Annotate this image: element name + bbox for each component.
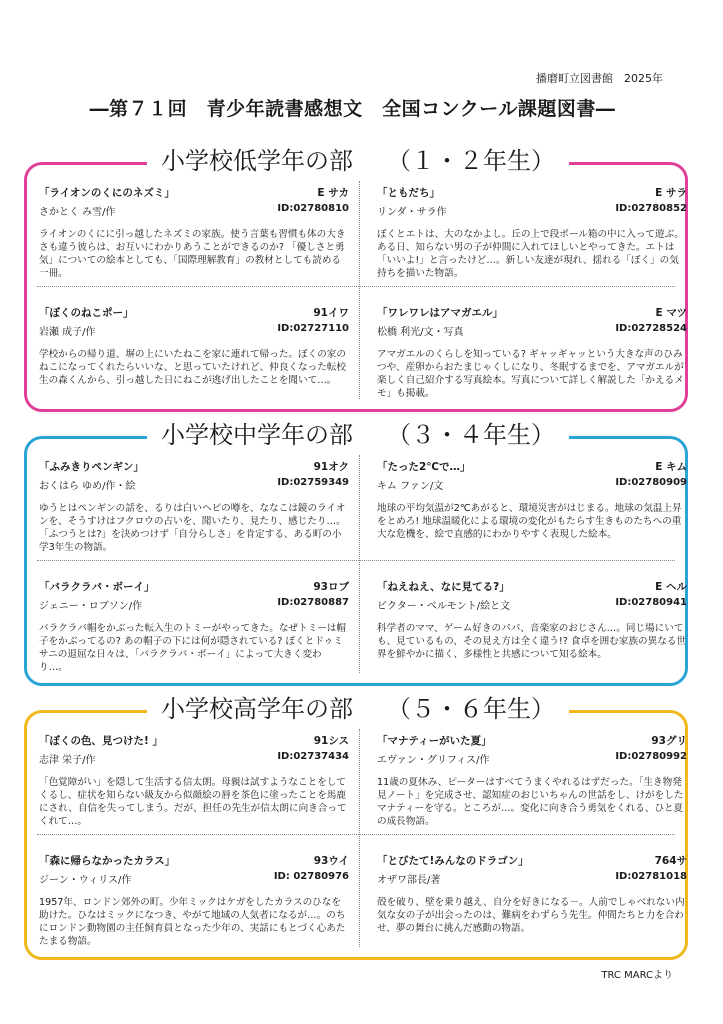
book-title: 「ぼくの色、見つけた! 」 xyxy=(39,735,163,747)
row-divider xyxy=(37,560,675,561)
book-title: 「ライオンのくにのネズミ」 xyxy=(39,187,175,199)
book-id: ID:02781018 xyxy=(615,871,687,882)
book-author: リンダ・サラ作 xyxy=(377,207,447,218)
call-number: E キム xyxy=(655,461,687,473)
book-title: 「マナティーがいた夏」 xyxy=(377,735,492,747)
book-description: 11歳の夏休み、ピーターはすべてうまくやれるはずだった。「生き物発見ノート」を完成させ、認知症のおじいちゃんの世話をし、けがをしたマナティーを守る。ところが…。変化に向き合う勇気をくれる、ひと夏の成長物語。 xyxy=(377,777,684,827)
section-heading xyxy=(147,692,569,726)
book-title: 「とびたて!みんなのドラゴン」 xyxy=(377,855,529,867)
book-author: ジェニー・ロブソン/作 xyxy=(39,601,143,612)
book-id: ID: 02780976 xyxy=(273,871,349,882)
book-id: ID:02780992 xyxy=(615,751,687,762)
book-author: 岩瀬 成子/作 xyxy=(39,327,96,338)
book-entry xyxy=(377,853,687,935)
book-entry xyxy=(39,853,349,948)
call-number: 93グリ xyxy=(651,735,687,747)
section-title: 小学校低学年の部 xyxy=(161,147,353,175)
book-author: おくはら ゆめ/作・絵 xyxy=(39,481,136,492)
library-name: 播磨町立図書館 2025年 xyxy=(536,72,663,85)
book-id: ID:02759349 xyxy=(277,477,349,488)
call-number: 91シス xyxy=(313,735,349,747)
book-title: 「ぼくのねこポー」 xyxy=(39,307,134,319)
section-lower-grades xyxy=(24,147,688,412)
book-title: 「森に帰らなかったカラス」 xyxy=(39,855,176,867)
book-description: バラクラバ帽をかぶった転入生のトミーがやってきた。なぜトミーは帽子をかぶってるの? あの帽子の下には何が隠されている? ぼくとドゥミサニの退屈な日々は、「バラクラバ・ボーイ」によって大きく変わり…。 xyxy=(39,623,346,673)
book-title: 「ふみきりペンギン」 xyxy=(39,461,144,473)
section-middle-grades xyxy=(24,421,688,686)
book-entry xyxy=(39,579,349,674)
column-divider xyxy=(359,455,360,673)
row-divider xyxy=(37,834,675,835)
call-number: 93ロブ xyxy=(313,581,349,593)
book-author: オザワ部長/著 xyxy=(377,875,441,886)
book-id: ID:02780887 xyxy=(277,597,349,608)
book-id: ID:02727110 xyxy=(277,323,349,334)
row-divider xyxy=(37,286,675,287)
book-description: アマガエルのくらしを知っている? ギャッギャッという大きな声のひみつや、産卵からおたまじゃくしになり、冬眠するまでを、アマガエルが楽しく自己紹介する写真絵本。写真について詳しく解説した「かえるメモ」も掲載。 xyxy=(377,349,684,399)
book-id: ID:02728524 xyxy=(615,323,687,334)
book-author: ジーン・ウィリス/作 xyxy=(39,875,132,886)
book-description: 「色覚障がい」を隠して生活する信太朗。母親は試すようなことをしてくるし、症状を知らない級友から似顔絵の唇を茶色に塗ったことを馬鹿にされ、自信を失ってしまう。だが、担任の先生が信太朗に向き合ってくれて…。 xyxy=(39,777,347,827)
section-title: 小学校中学年の部 xyxy=(161,421,353,449)
call-number: 91オク xyxy=(313,461,349,473)
page-title: ―第７１回 青少年読書感想文 全国コンクール課題図書― xyxy=(89,98,616,120)
source-credit: TRC MARCより xyxy=(601,970,673,981)
book-title: 「ねえねえ、なに見てる?」 xyxy=(377,581,510,593)
call-number: 764サ xyxy=(654,855,687,867)
column-divider xyxy=(359,181,360,399)
book-description: 科学者のママ、ゲーム好きのパパ、音楽家のおじさん…。同じ場にいても、見ているもの、その見え方は全く違う!? 食卓を囲む家族の異なる世界を鮮やかに描く、多様性と共感について知る絵本。 xyxy=(377,623,687,660)
book-entry xyxy=(377,579,687,661)
book-id: ID:02780909 xyxy=(615,477,687,488)
book-description: ライオンのくにに引っ越したネズミの家族。使う言葉も習慣も体の大きさも違う彼らは、お互いにわかりあうことができるのか? 「優しさと勇気」についての絵本としても、「国際理解教育」の教材としても読める一冊。 xyxy=(39,229,346,279)
call-number: E サラ xyxy=(655,187,687,199)
book-id: ID:02780941 xyxy=(615,597,687,608)
section-grade: （５・６年生） xyxy=(387,695,555,723)
book-description: ぼくとエトは、大のなかよし。丘の上で段ボール箱の中に入って遊ぶ。ある日、知らない男の子が仲間に入れてほしいとやってきた。エトは「いいよ!」と言ったけど…。新しい友達が現れ、揺れる「ぼく」の気持ちを描いた物語。 xyxy=(377,229,684,279)
book-description: 1957年、ロンドン郊外の町。少年ミックはケガをしたカラスのひなを助けた。ひなはミックになつき、やがて地域の人気者になるが…。のちにロンドン動物園の主任飼育員となった少年の、実話にもとづく心あたたまる物語。 xyxy=(39,897,346,947)
book-title: 「たった2℃で…」 xyxy=(377,461,471,473)
book-author: ビクター・ベルモント/絵と文 xyxy=(377,601,511,612)
book-entry xyxy=(377,185,687,280)
book-entry xyxy=(377,733,687,828)
book-author: キム ファン/文 xyxy=(377,481,444,492)
book-author: さかとく み雪/作 xyxy=(39,207,116,218)
book-author: 松橋 利光/文・写真 xyxy=(377,327,464,338)
book-author: エヴァン・グリフィス/作 xyxy=(377,755,490,766)
book-author: 志津 栄子/作 xyxy=(39,755,96,766)
book-description: 学校からの帰り道、塀の上にいたねこを家に連れて帰った。ぼくの家のねこになってくれたらいいな、と思っていたけれど、仲良くなった転校生の森くんから、引っ越した日にねこが逃げ出したことを聞いて…。 xyxy=(39,349,346,386)
section-heading xyxy=(147,418,569,452)
call-number: 93ウイ xyxy=(313,855,349,867)
book-entry xyxy=(39,733,349,828)
book-description: 地球の平均気温が2℃あがると、環境災害がはじまる。地球の気温上昇をとめろ! 地球温暖化による環境の変化がもたらす生きものたちへの重大な危機を、絵で直感的にわかりやすく表現した絵本。 xyxy=(377,503,682,540)
book-id: ID:02737434 xyxy=(277,751,349,762)
book-entry xyxy=(39,305,349,387)
column-divider xyxy=(359,729,360,947)
book-description: ゆうとはペンギンの話を、るりは白いヘビの噂を、ななこは鏡のライオンを、そうすけはフクロウの占いを、聞いたり、見たり、感じたり…。「ふつうとは?」を決めつけず「自分らしさ」を肯定する、ある町の小学3年生の物語。 xyxy=(39,503,346,553)
book-title: 「ワレワレはアマガエル」 xyxy=(377,307,503,319)
section-upper-grades xyxy=(24,695,688,960)
book-entry xyxy=(39,185,349,280)
book-entry xyxy=(377,305,687,400)
book-id: ID:02780810 xyxy=(277,203,349,214)
call-number: E マツ xyxy=(655,307,687,319)
call-number: E ヘル xyxy=(655,581,687,593)
section-heading xyxy=(147,144,569,178)
call-number: 91イワ xyxy=(313,307,349,319)
book-title: 「バラクラバ・ボーイ」 xyxy=(39,581,155,593)
book-description: 殻を破り、壁を乗り越え、自分を好きになる－。人前でしゃべれない内気な女の子が出会ったのは、難病をわずらう先生。仲間たちと力を合わせ、夢の舞台に挑んだ感動の物語。 xyxy=(377,897,685,934)
book-entry xyxy=(377,459,687,541)
section-grade: （１・２年生） xyxy=(387,147,555,175)
call-number: E サカ xyxy=(317,187,349,199)
section-grade: （３・４年生） xyxy=(387,421,555,449)
book-id: ID:02780852 xyxy=(615,203,687,214)
book-title: 「ともだち」 xyxy=(377,187,440,199)
section-title: 小学校高学年の部 xyxy=(161,695,353,723)
book-entry xyxy=(39,459,349,554)
